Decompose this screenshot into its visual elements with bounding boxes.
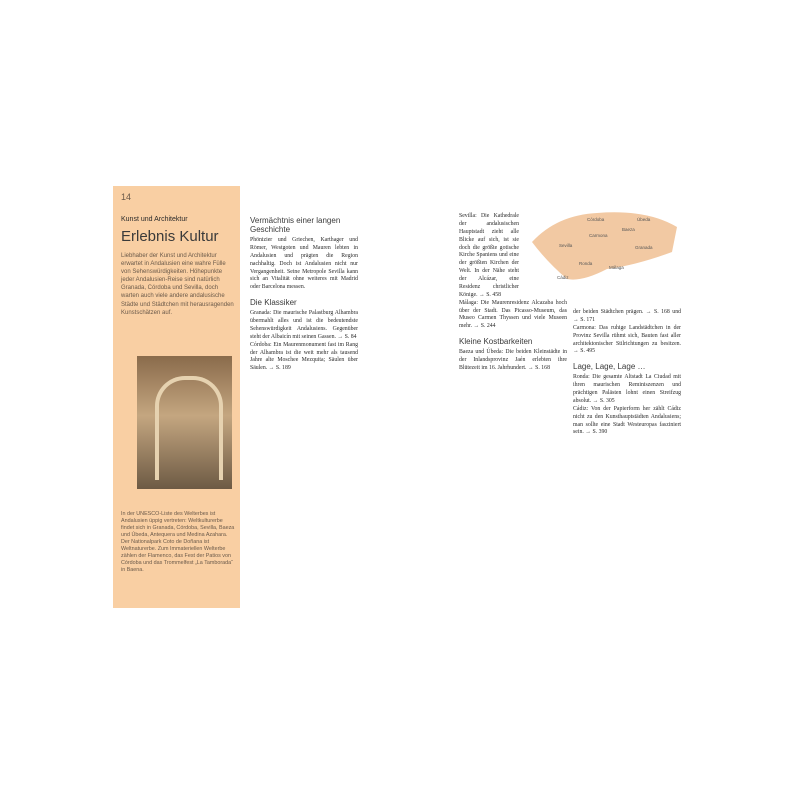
- paragraph: Ronda: Die gesamte Altstadt La Ciudad mit ihren maurischen Reminiszenzen und prächtigen Palästen lohnt einen Streifzug absolut. → S. 305: [573, 374, 681, 404]
- paragraph: Cádiz: Von der Papierform her zählt Cádiz nicht zu den Kunsthauptstädten Andalusiens; man sollte eine Stadt Westeuropas fasziniert sein. → S. 390: [573, 405, 681, 436]
- kicker: Kunst und Architektur: [121, 216, 188, 223]
- alhambra-photo: [137, 356, 232, 489]
- page-number: 14: [121, 192, 132, 202]
- column-2: [459, 213, 567, 373]
- paragraph: Sevilla: Die Kathedrale der andalusischen Hauptstadt zieht alle Blicke auf sich, ist sie doch die größte gotische Kirche Spaniens und eine der größten Kirchen der Welt. In der Nähe steht der Alcázar, eine Residenz christlicher Könige. → S. 458: [459, 213, 519, 298]
- map-label: Carmona: [589, 233, 608, 238]
- paragraph: Carmona: Das ruhige Landstädtchen in der Provinz Sevilla rühmt sich, Bauten fast aller architektonischer Stilrichtungen zu besitzen. → S. 495: [573, 324, 681, 355]
- map-label: Málaga: [609, 265, 624, 270]
- map-label: Cádiz: [557, 275, 569, 280]
- map-label: Ronda: [579, 261, 593, 266]
- map-label: Granada: [635, 245, 653, 250]
- sidebar-title: Erlebnis Kultur: [121, 228, 219, 245]
- sidebar-intro: Liebhaber der Kunst und Architektur erwartet in Andalusien eine wahre Fülle von Sehenswürdigkeiten. Höhepunkte jeder Andalusien-Reise sind natürlich Granada, Córdoba und Sevilla, doch warten auch viele andere andalusische Städte und Städtchen mit herausragenden Kunstschätzen auf.: [121, 253, 234, 316]
- map-label: Sevilla: [559, 243, 573, 248]
- heading: Die Klassiker: [250, 298, 297, 308]
- paragraph: Granada: Die maurische Palastburg Alhambra übermahlt alles und ist die bedeutendste Sehenswürdigkeit Andalusiens. Gegenüber steht der Albaicín mit seinen Gassen. → S. 84: [250, 310, 358, 340]
- paragraph: Málaga: Die Maurenresidenz Alcazaba hoch über der Stadt. Das Picasso-Museum, das Museo Carmen Thyssen und viele Museen mehr. → S. 244: [459, 299, 567, 330]
- sidebar: [113, 186, 240, 608]
- paragraph: Córdoba: Ein Maurenmonument fast im Rang der Alhambra ist die weit mehr als tausend Jahre alte Moschee Mezquita; Säulen über Säulen. → S. 189: [250, 341, 358, 372]
- map-label: Úbeda: [637, 217, 651, 222]
- photo-caption: In der UNESCO-Liste des Welterbes ist Andalusien üppig vertreten: Weltkulturerbe findet sich in Granada, Córdoba, Sevilla, Baeza und Úbeda, Antequera und Medina Azahara. Der Nationalpark Coto de Doñana ist Weltnaturerbe. Zum Immateriellen Welterbe zählen der Flamenco, das Fest der Patios von Córdoba und das Trommelfest „La Tamborada“ in Baena.: [121, 511, 235, 574]
- paragraph: Phönizier und Griechen, Karthager und Römer, Westgoten und Mauren lebten in Andalusien und prägten die Region nachhaltig. Doch ist Andalusien nicht nur Vergangenheit. Seine Metropole Sevilla kann sich an Vitalität ohne weiteres mit Madrid oder Barcelona messen.: [250, 237, 358, 291]
- paragraph: der beiden Städtchen prägen. → S. 168 und → S. 171: [573, 309, 681, 323]
- heading: Kleine Kostbarkeiten: [459, 337, 533, 347]
- map-label: Córdoba: [587, 217, 605, 222]
- column-3: [573, 309, 681, 437]
- map-label: Baeza: [622, 227, 635, 232]
- paragraph: Baeza und Úbeda: Die beiden Kleinstädte in der Inlandsprovinz Jaén erlebten ihre Blütezeit im 16. Jahrhundert. → S. 168: [459, 349, 567, 371]
- heading: Vermächtnis einer langen Geschichte: [250, 216, 341, 234]
- heading: Lage, Lage, Lage …: [573, 362, 646, 372]
- column-1: [250, 216, 358, 373]
